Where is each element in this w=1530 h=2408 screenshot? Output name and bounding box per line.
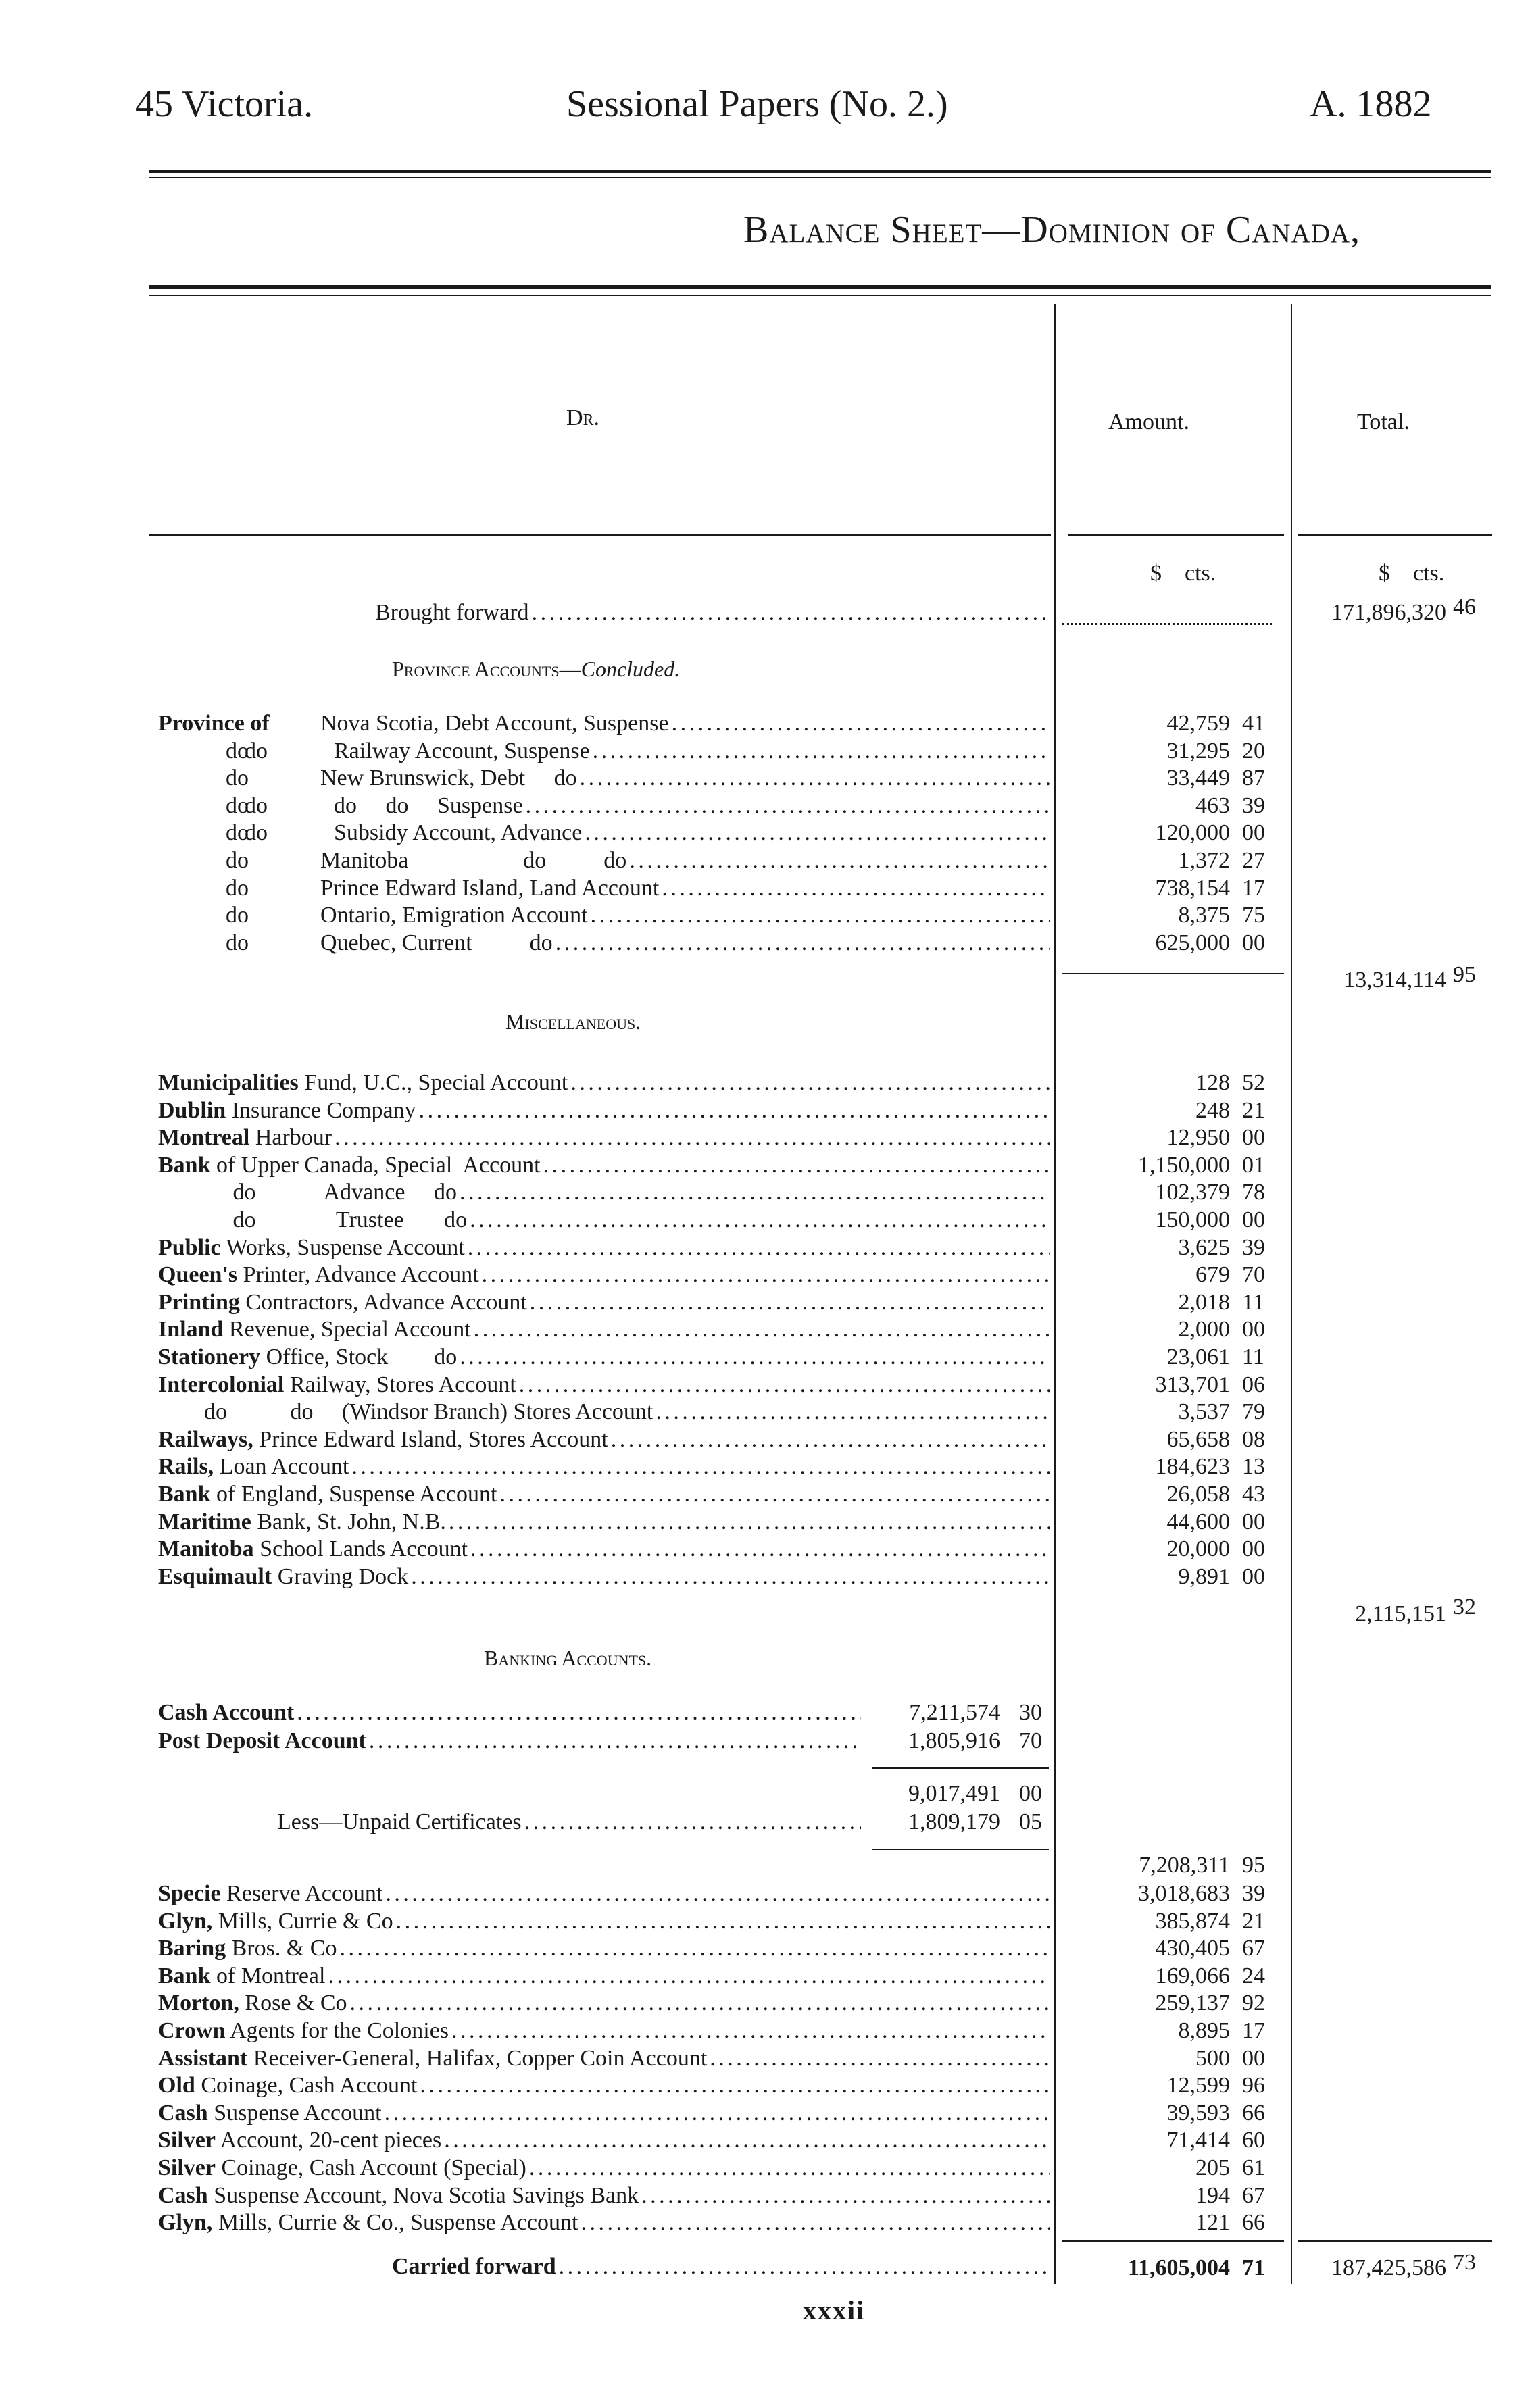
row-cents: 66 <box>1242 2210 1265 2236</box>
row-label: Morton, Rose & Co <box>158 1990 347 2016</box>
row-cents: 24 <box>1242 1963 1265 1988</box>
row-amount: 430,405 <box>1155 1936 1230 1961</box>
row-label: Cash Suspense Account, Nova Scotia Savings Bank <box>158 2182 639 2208</box>
page-number: xxxii <box>803 2295 866 2326</box>
carried-forward-rule <box>1062 2240 1284 2242</box>
table-row <box>158 766 1050 793</box>
row-amount: 65,658 <box>1166 1426 1230 1452</box>
table-row <box>158 1070 1050 1097</box>
row-label: Manitoba do do <box>320 848 627 873</box>
brought-forward-total-cts: 46 <box>1453 595 1476 620</box>
table-row <box>158 1936 1050 1963</box>
misc-total-cts: 32 <box>1453 1595 1476 1620</box>
row-label: Montreal Harbour <box>158 1125 332 1151</box>
row-amount: 1,372 <box>1178 848 1230 873</box>
carried-forward-amount: 11,605,004 <box>1127 2255 1230 2280</box>
row-amount: 121 <box>1195 2210 1230 2236</box>
row-label: do Trustee do <box>158 1207 468 1232</box>
row-cents: 75 <box>1242 903 1265 928</box>
table-row <box>158 2101 1050 2128</box>
table-row <box>158 1180 1050 1207</box>
dot-leader <box>641 2183 1050 2209</box>
dot-leader <box>460 1180 1050 1205</box>
dot-leader <box>328 1963 1050 1989</box>
row-amount: 463 <box>1195 793 1230 818</box>
row-cents: 67 <box>1242 2182 1265 2208</box>
row-amount: 2,018 <box>1178 1289 1230 1315</box>
heading-rule-total <box>1298 534 1492 536</box>
table-row <box>158 711 1050 738</box>
row-label: Silver Account, 20-cent pieces <box>158 2128 442 2153</box>
brought-forward-leader <box>1062 623 1272 626</box>
dot-leader <box>411 1564 1050 1590</box>
table-row <box>158 903 1050 930</box>
row-cents: 17 <box>1242 2018 1265 2043</box>
carried-forward-cts: 71 <box>1242 2255 1265 2280</box>
row-cents: 00 <box>1242 930 1265 955</box>
row-amount: 44,600 <box>1166 1509 1230 1534</box>
row-label: Silver Coinage, Cash Account (Special) <box>158 2155 526 2180</box>
dot-leader <box>580 766 1050 791</box>
dot-leader <box>570 1070 1050 1096</box>
row-amount: 738,154 <box>1155 875 1230 901</box>
table-row <box>158 848 1050 875</box>
row-label: Ontario, Emigration Account <box>320 903 588 928</box>
banking-heading: Banking Accounts. <box>484 1646 652 1670</box>
sessional-papers-label: Sessional Papers (No. 2.) <box>566 83 948 125</box>
row-cents: 39 <box>1242 1234 1265 1260</box>
banking-subtotal-rule <box>872 1767 1049 1769</box>
table-row <box>158 2073 1050 2100</box>
row-cents: 00 <box>1242 1125 1265 1151</box>
cash-account-row: Cash Account . . . <box>158 1700 861 1727</box>
table-row <box>158 876 1050 903</box>
banking-net-amount: 7,208,311 <box>1139 1853 1230 1878</box>
table-row <box>158 1881 1050 1908</box>
banking-net-cts: 95 <box>1242 1853 1265 1878</box>
row-do-label: do <box>226 903 249 928</box>
header-rule <box>149 170 1491 173</box>
table-row <box>158 2183 1050 2210</box>
row-amount: 625,000 <box>1155 930 1230 955</box>
dot-leader <box>581 2210 1050 2236</box>
dot-leader <box>543 1153 1050 1178</box>
row-label: Municipalities Fund, U.C., Special Account <box>158 1070 568 1095</box>
dot-leader <box>385 2101 1050 2126</box>
row-amount: 9,891 <box>1178 1563 1230 1589</box>
row-do-label: do <box>226 820 249 846</box>
row-amount: 679 <box>1195 1262 1230 1288</box>
row-cents: 00 <box>1242 1317 1265 1343</box>
row-cents: 00 <box>1242 1563 1265 1589</box>
row-amount: 33,449 <box>1166 766 1230 791</box>
row-do-label: do <box>226 738 249 763</box>
row-cents: 01 <box>1242 1152 1265 1178</box>
row-cents: 92 <box>1242 1990 1265 2016</box>
row-cents: 00 <box>1242 2045 1265 2071</box>
carried-forward-total: 187,425,586 <box>1331 2255 1446 2280</box>
row-cents: 39 <box>1242 1881 1265 1906</box>
row-cents: 17 <box>1242 875 1265 901</box>
row-cents: 06 <box>1242 1372 1265 1397</box>
misc-total: 2,115,151 <box>1355 1601 1446 1626</box>
carried-forward-row: Carried forward . . . <box>392 2254 1051 2281</box>
dot-leader <box>419 1098 1050 1124</box>
carried-forward-total-rule <box>1298 2240 1492 2242</box>
dot-leader <box>350 1990 1050 2016</box>
table-row <box>158 1235 1050 1262</box>
row-do-label: do <box>226 875 249 901</box>
dot-leader <box>470 1536 1050 1562</box>
row-do-label: do <box>226 766 249 791</box>
total-heading: Total. <box>1357 409 1410 434</box>
row-label: do do Suspense <box>334 793 523 818</box>
row-cents: 60 <box>1242 2128 1265 2153</box>
row-cents: 39 <box>1242 793 1265 818</box>
row-label: do Advance do <box>158 1180 457 1205</box>
row-label: Nova Scotia, Debt Account, Suspense <box>320 711 669 736</box>
brought-forward-row: Brought forward . . . <box>375 600 1051 627</box>
row-amount: 184,623 <box>1155 1454 1230 1480</box>
row-do-label-2: do <box>245 793 268 818</box>
table-row <box>158 1963 1050 1990</box>
dot-leader <box>460 1345 1050 1370</box>
post-deposit-cts: 70 <box>1019 1728 1042 1753</box>
unpaid-certificates-amount: 1,809,179 <box>908 1809 1000 1834</box>
row-label: Printing Contractors, Advance Account <box>158 1289 527 1315</box>
row-label: Baring Bros. & Co <box>158 1936 337 1961</box>
row-label: Esquimault Graving Dock <box>158 1563 409 1589</box>
row-label: Manitoba School Lands Account <box>158 1536 468 1562</box>
row-label: Queen's Printer, Advance Account <box>158 1262 479 1288</box>
row-label: Dublin Insurance Company <box>158 1097 416 1123</box>
cash-account-amount: 7,211,574 <box>909 1700 1000 1725</box>
table-row <box>158 2046 1050 2073</box>
dot-leader <box>656 1399 1050 1425</box>
row-cents: 20 <box>1242 738 1265 763</box>
row-do-label-2: do <box>245 820 268 846</box>
heading-rule <box>149 534 1051 536</box>
row-cents: 00 <box>1242 1207 1265 1232</box>
row-label: Public Works, Suspense Account <box>158 1234 465 1260</box>
dot-leader <box>449 1509 1050 1535</box>
dot-leader <box>420 2073 1050 2099</box>
row-amount: 12,599 <box>1166 2073 1230 2099</box>
row-amount: 194 <box>1195 2182 1230 2208</box>
row-do-label: Province of <box>158 711 270 736</box>
title-rule <box>149 285 1491 289</box>
table-row <box>158 2018 1050 2045</box>
dot-leader <box>482 1262 1050 1288</box>
year-label: A. 1882 <box>1310 83 1432 125</box>
row-label: Inland Revenue, Special Account <box>158 1317 471 1343</box>
row-amount: 500 <box>1195 2045 1230 2071</box>
dot-leader <box>385 1881 1050 1907</box>
row-label: Maritime Bank, St. John, N.B. <box>158 1509 446 1534</box>
dr-heading: Dr. <box>566 405 600 430</box>
row-label: Glyn, Mills, Currie & Co <box>158 1908 393 1934</box>
banking-net-rule <box>872 1849 1049 1850</box>
dot-leader <box>451 2018 1050 2044</box>
row-do-label: do <box>226 930 249 955</box>
row-amount: 20,000 <box>1166 1536 1230 1562</box>
row-amount: 3,018,683 <box>1138 1881 1230 1906</box>
row-cents: 66 <box>1242 2100 1265 2126</box>
table-row <box>158 820 1050 847</box>
row-label: Railway Account, Suspense <box>334 738 590 763</box>
row-label: Prince Edward Island, Land Account <box>320 875 660 901</box>
row-amount: 8,375 <box>1178 903 1230 928</box>
row-cents: 87 <box>1242 766 1265 791</box>
row-cents: 61 <box>1242 2155 1265 2180</box>
row-label: Rails, Loan Account <box>158 1454 349 1480</box>
row-label: Specie Reserve Account <box>158 1881 383 1906</box>
column-divider-amount <box>1054 304 1056 2284</box>
row-amount: 42,759 <box>1166 711 1230 736</box>
row-cents: 41 <box>1242 711 1265 736</box>
row-label: Stationery Office, Stock do <box>158 1345 458 1370</box>
carried-forward-total-cts: 73 <box>1453 2250 1476 2275</box>
dot-leader <box>556 930 1050 956</box>
row-cents: 00 <box>1242 1536 1265 1562</box>
dot-leader <box>710 2046 1050 2072</box>
row-cents: 52 <box>1242 1070 1265 1095</box>
row-amount: 39,593 <box>1166 2100 1230 2126</box>
row-label: Assistant Receiver-General, Halifax, Copper Coin Account <box>158 2045 708 2071</box>
unpaid-certificates-row: Less—Unpaid Certificates . . . <box>277 1809 861 1836</box>
row-cents: 21 <box>1242 1908 1265 1934</box>
table-row <box>158 1262 1050 1289</box>
row-amount: 102,379 <box>1155 1180 1230 1205</box>
table-row <box>158 2210 1050 2237</box>
cash-account-cts: 30 <box>1019 1700 1042 1725</box>
dot-leader <box>526 793 1050 819</box>
row-label: Bank of Upper Canada, Special Account <box>158 1152 541 1178</box>
table-row <box>158 1153 1050 1180</box>
row-label: Bank of England, Suspense Account <box>158 1482 497 1507</box>
row-amount: 3,537 <box>1178 1399 1230 1425</box>
row-cents: 27 <box>1242 848 1265 873</box>
table-row <box>158 2155 1050 2182</box>
post-deposit-amount: 1,805,916 <box>908 1728 1000 1753</box>
row-amount: 2,000 <box>1178 1317 1230 1343</box>
column-divider-total <box>1291 304 1292 2284</box>
row-label: Bank of Montreal <box>158 1963 326 1988</box>
dot-leader <box>444 2128 1050 2153</box>
table-row <box>158 1454 1050 1481</box>
unpaid-certificates-cts: 05 <box>1019 1809 1042 1834</box>
row-amount: 313,701 <box>1155 1372 1230 1397</box>
row-cents: 13 <box>1242 1454 1265 1480</box>
province-total-cts: 95 <box>1453 962 1476 987</box>
row-amount: 150,000 <box>1155 1207 1230 1232</box>
table-row <box>158 1125 1050 1152</box>
page-title: Balance Sheet—Dominion of Canada, <box>743 209 1361 251</box>
row-amount: 205 <box>1195 2155 1230 2180</box>
row-label: Subsidy Account, Advance <box>334 820 583 846</box>
row-label: New Brunswick, Debt do <box>320 766 577 791</box>
row-do-label: do <box>226 848 249 873</box>
row-cents: 70 <box>1242 1262 1265 1288</box>
row-cents: 00 <box>1242 1509 1265 1534</box>
row-label: Glyn, Mills, Currie & Co., Suspense Account <box>158 2210 578 2236</box>
dot-leader <box>585 820 1050 846</box>
row-label: Railways, Prince Edward Island, Stores Account <box>158 1426 608 1452</box>
title-rule-thin <box>149 295 1491 296</box>
row-cents: 21 <box>1242 1097 1265 1123</box>
row-amount: 31,295 <box>1166 738 1230 763</box>
province-total: 13,314,114 <box>1343 968 1446 993</box>
heading-rule-amount <box>1068 534 1284 536</box>
table-row <box>158 1564 1050 1591</box>
table-row <box>158 1207 1050 1234</box>
row-label: Crown Agents for the Colonies <box>158 2018 449 2043</box>
row-amount: 385,874 <box>1155 1908 1230 1934</box>
row-do-label-2: do <box>245 738 268 763</box>
row-amount: 120,000 <box>1155 820 1230 846</box>
province-subtotal-rule <box>1062 973 1284 974</box>
amount-heading: Amount. <box>1108 409 1189 434</box>
row-amount: 8,895 <box>1178 2018 1230 2043</box>
banking-subtotal-amount: 9,017,491 <box>908 1781 1000 1806</box>
table-row <box>158 1372 1050 1399</box>
table-row <box>158 1909 1050 1936</box>
row-label: Quebec, Current do <box>320 930 553 955</box>
table-row <box>158 1317 1050 1344</box>
post-deposit-row: Post Deposit Account . . . <box>158 1728 861 1755</box>
dot-leader <box>611 1427 1050 1453</box>
row-label: Cash Suspense Account <box>158 2100 382 2126</box>
dot-leader <box>662 876 1050 901</box>
row-amount: 259,137 <box>1155 1990 1230 2016</box>
header-rule-thin <box>149 177 1491 178</box>
dot-leader <box>519 1372 1050 1398</box>
table-row <box>158 1427 1050 1454</box>
table-row <box>158 1536 1050 1563</box>
row-cents: 96 <box>1242 2073 1265 2099</box>
table-row <box>158 2128 1050 2155</box>
table-row <box>158 1290 1050 1317</box>
row-amount: 248 <box>1195 1097 1230 1123</box>
province-heading: Province Accounts—Concluded. <box>392 657 681 681</box>
dot-leader <box>591 903 1050 928</box>
row-amount: 12,950 <box>1166 1125 1230 1151</box>
row-cents: 67 <box>1242 1936 1265 1961</box>
row-label: do do (Windsor Branch) Stores Account <box>158 1399 653 1425</box>
row-amount: 3,625 <box>1178 1234 1230 1260</box>
dot-leader <box>470 1207 1050 1233</box>
row-label: Intercolonial Railway, Stores Account <box>158 1372 516 1397</box>
table-row <box>158 1990 1050 2017</box>
dot-leader <box>396 1909 1050 1934</box>
row-cents: 78 <box>1242 1180 1265 1205</box>
row-amount: 71,414 <box>1166 2128 1230 2153</box>
row-amount: 169,066 <box>1155 1963 1230 1988</box>
table-row <box>158 1098 1050 1125</box>
amount-currency: $ cts. <box>1150 561 1216 586</box>
row-amount: 128 <box>1195 1070 1230 1095</box>
session-label: 45 Victoria. <box>135 83 314 125</box>
row-cents: 43 <box>1242 1482 1265 1507</box>
row-cents: 11 <box>1242 1345 1264 1370</box>
row-label: Old Coinage, Cash Account <box>158 2073 418 2099</box>
row-amount: 26,058 <box>1166 1482 1230 1507</box>
banking-subtotal-cts: 00 <box>1019 1781 1042 1806</box>
dot-leader <box>335 1125 1050 1151</box>
table-row <box>158 1509 1050 1536</box>
brought-forward-total: 171,896,320 <box>1331 600 1446 625</box>
row-do-label: do <box>226 793 249 818</box>
row-amount: 1,150,000 <box>1138 1152 1230 1178</box>
table-row <box>158 930 1050 957</box>
table-row <box>158 1482 1050 1509</box>
dot-leader <box>593 738 1050 764</box>
dot-leader <box>339 1936 1050 1961</box>
dot-leader <box>468 1235 1050 1261</box>
table-row <box>158 738 1050 766</box>
table-row <box>158 1399 1050 1426</box>
misc-heading: Miscellaneous. <box>505 1009 641 1034</box>
total-currency: $ cts. <box>1379 561 1445 586</box>
dot-leader <box>529 2155 1050 2181</box>
row-cents: 00 <box>1242 820 1265 846</box>
row-cents: 08 <box>1242 1426 1265 1452</box>
table-row <box>158 1345 1050 1372</box>
row-cents: 79 <box>1242 1399 1265 1425</box>
dot-leader <box>629 848 1050 874</box>
dot-leader <box>351 1454 1050 1480</box>
row-cents: 11 <box>1242 1289 1264 1315</box>
dot-leader <box>672 711 1050 736</box>
dot-leader <box>500 1482 1051 1507</box>
row-amount: 23,061 <box>1166 1345 1230 1370</box>
dot-leader <box>530 1290 1050 1315</box>
dot-leader <box>474 1317 1050 1343</box>
table-row <box>158 793 1050 820</box>
